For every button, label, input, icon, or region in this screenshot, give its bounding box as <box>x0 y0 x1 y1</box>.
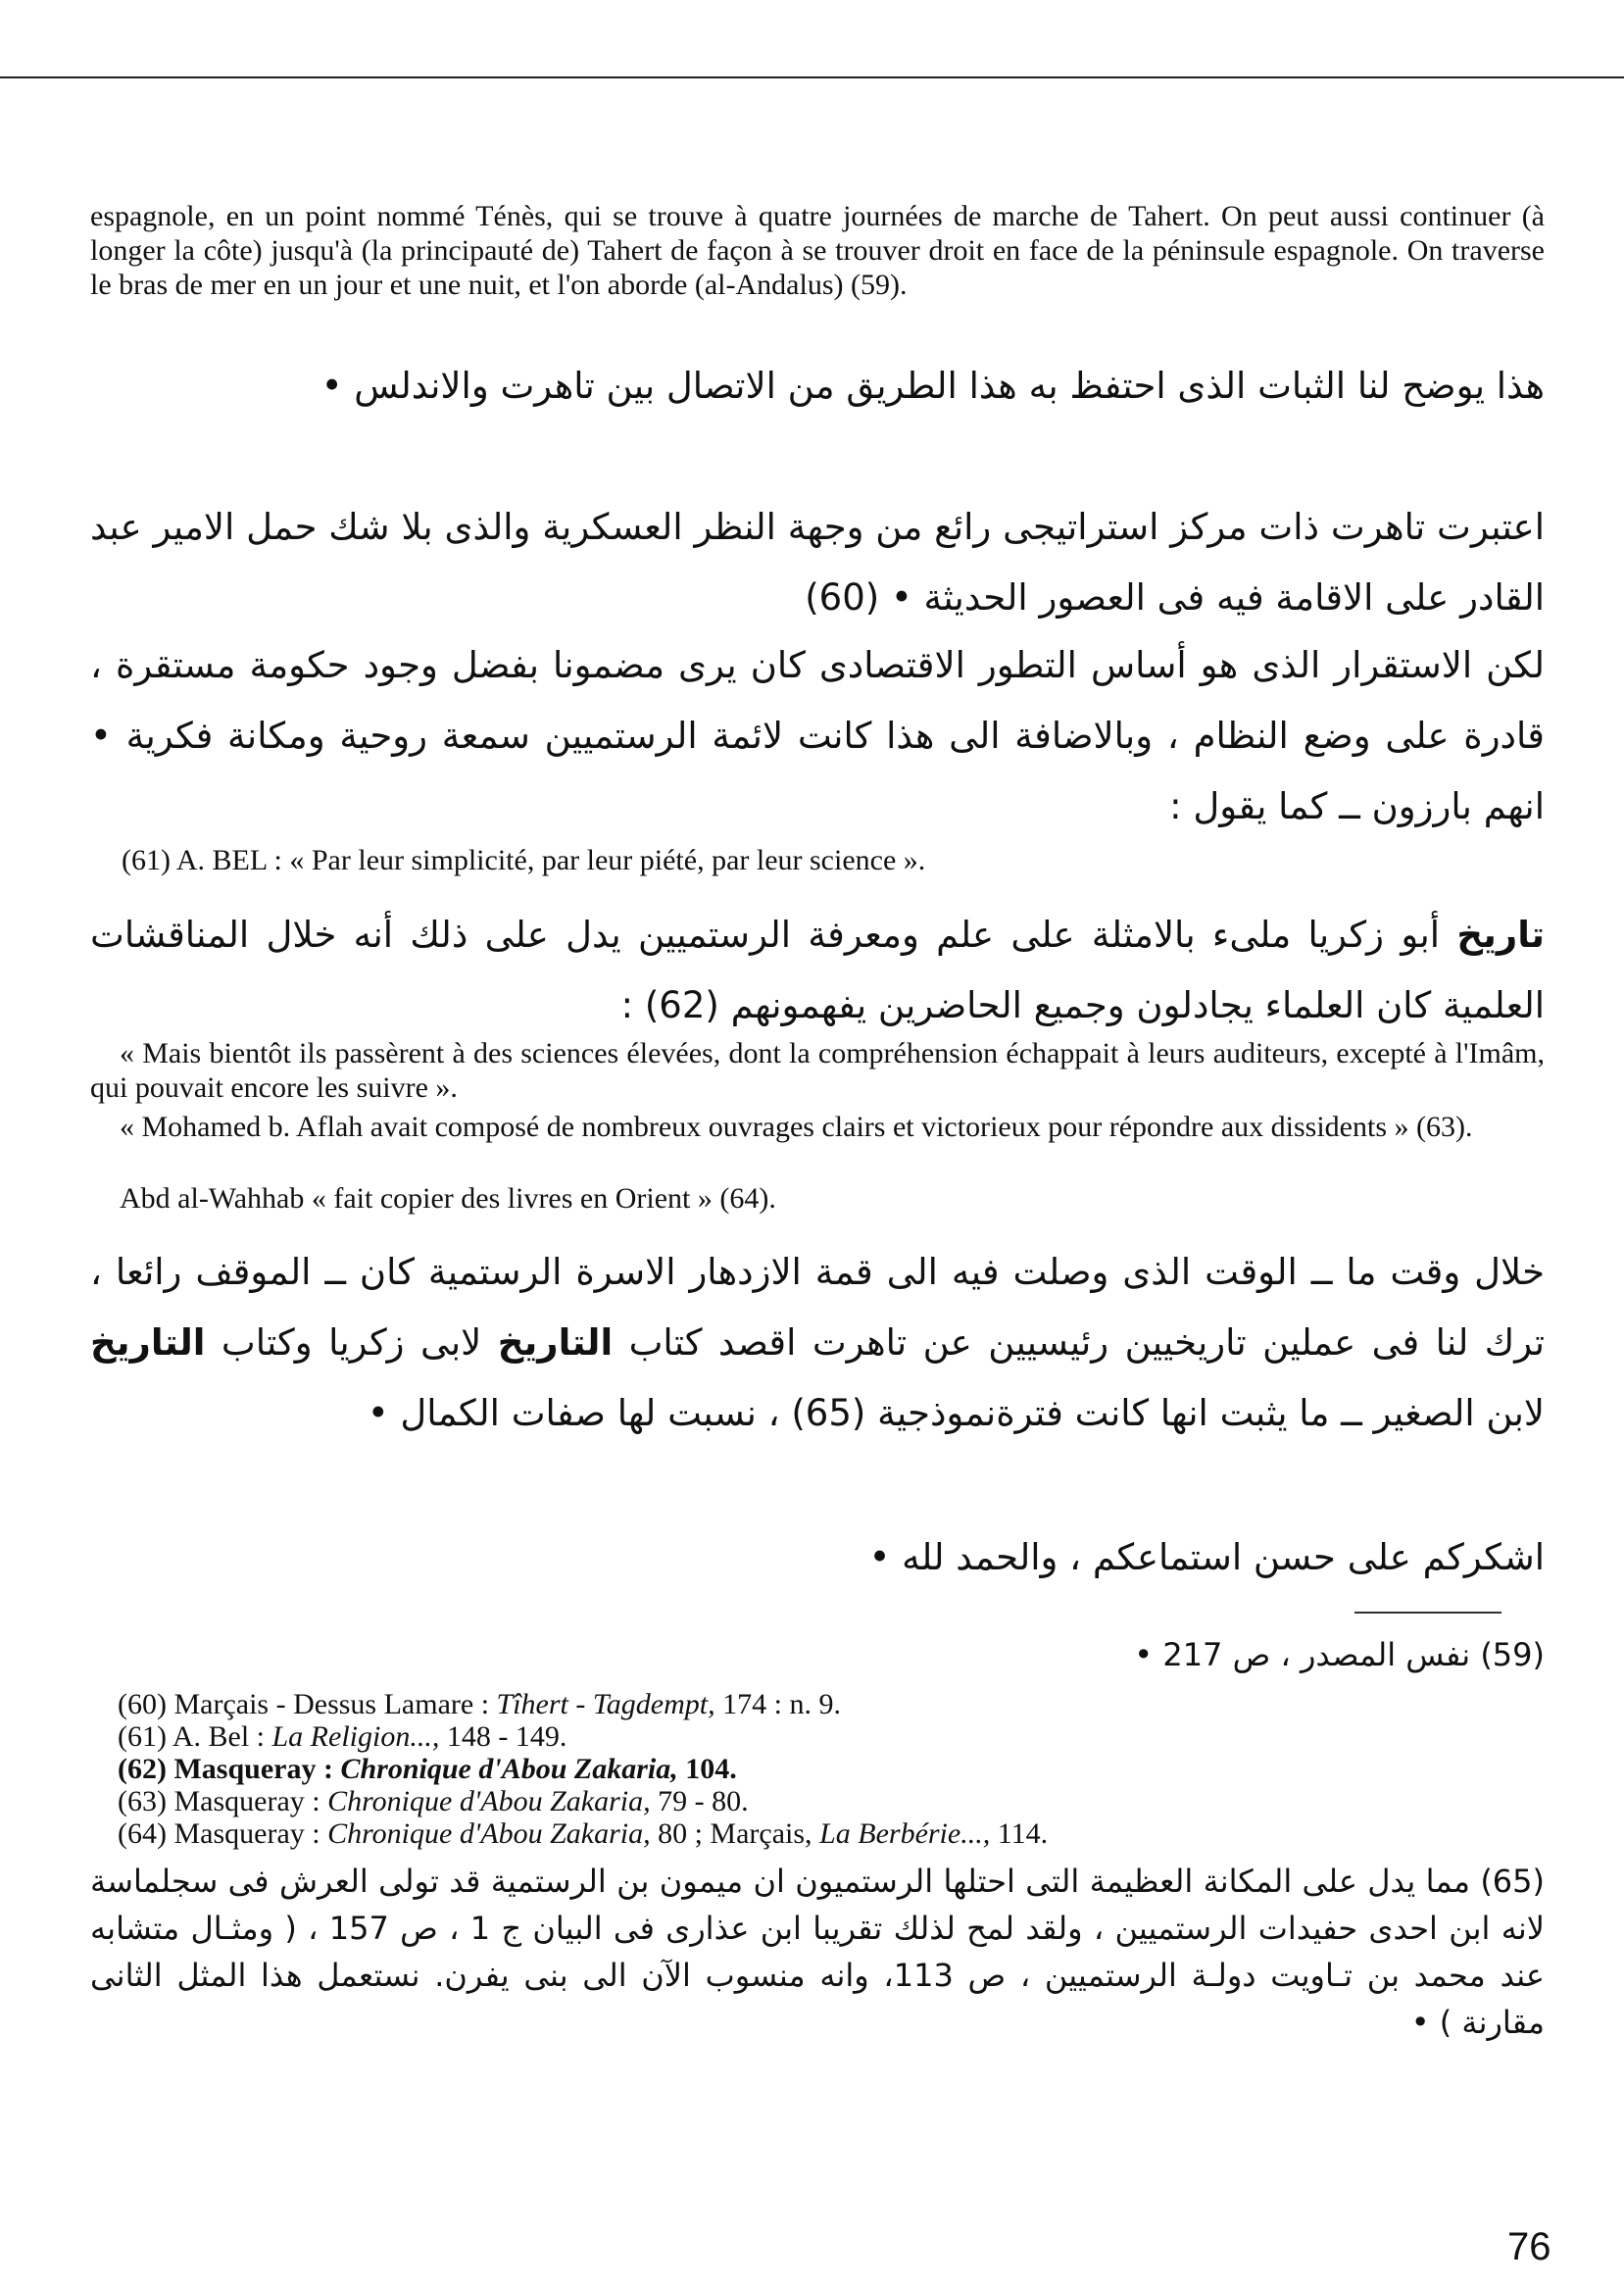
footnote-64-pages: 80 ; Marçais, <box>650 1817 820 1850</box>
footnote-65: (65) مما يدل على المكانة العظيمة التى احتلها الرستميون ان ميمون بن الرستمية قد تولى العرش فى سجلماسة لانه ابن احدى حفيدات الرستميين ، ولقد لمح لذلك تقريبا ابن عذارى فى البيان ج 1 ، ص 157 ، ( ومثـال متشابه عند محمد بن تـاويت دولـة الرستميين ، ص 113، وانه منسوب الآن الى بنى يفرن. نستعمل هذا المثل الثانى مقارنة ) • <box>90 1863 1546 2041</box>
footnote-61 <box>118 1720 1545 1753</box>
footnote-60-pages: 174 : n. 9. <box>714 1688 841 1720</box>
footnote-63-pages: 79 - 80. <box>650 1785 749 1817</box>
arabic-paragraph-3: لكن الاستقرار الذى هو أساس التطور الاقتصادى كان يرى مضمونا بفضل وجود حكومة مستقرة ، قادرة على وضع النظام ، وبالاضافة الى هذا كانت لائمة الرستميين سمعة روحية ومكانة فكرية • انهم بارزون ــ كما يقول : <box>90 644 1545 827</box>
arabic-paragraph-6: اشكركم على حسن استماعكم ، والحمد لله • <box>868 1536 1545 1578</box>
top-rule <box>0 76 1624 78</box>
footnote-62-title: Chronique d'Abou Zakaria, <box>340 1753 678 1785</box>
arabic-paragraph-5-part-d: لابن الصغير ــ ما يثبت انها كانت فترةنموذجية (65) ، نسبت لها صفات الكمال • <box>367 1392 1545 1434</box>
footnote-60-author: (60) Marçais - Dessus Lamare : <box>118 1688 497 1720</box>
arabic-paragraph-1: هذا يوضح لنا الثبات الذى احتفظ به هذا الطريق من الاتصال بين تاهرت والاندلس • <box>320 365 1545 407</box>
quote-61: (61) A. BEL : « Par leur simplicité, par leur piété, par leur science ». <box>122 844 926 876</box>
footnote-64-author: (64) Masqueray : <box>118 1817 328 1850</box>
arabic-paragraph-5-part-a: خلال وقت ما ــ الوقت الذى وصلت فيه الى قمة الازدهار الاسرة الرستمية كان ــ الموقف رائعا ، ترك لنا فى عملين تاريخيين رئيسيين عن تاهرت اقصد كتاب <box>90 1251 1545 1364</box>
arabic-paragraph-2: اعتبرت تاهرت ذات مركز استراتيجى رائع من وجهة النظر العسكرية والذى بلا شك حمل الامير عبد القادر على الاقامة فيه فى العصور الحديثة • (60) <box>90 506 1545 619</box>
footnote-59: (59) نفس المصدر ، ص 217 • <box>1134 1636 1545 1673</box>
arabic-bold-tarikh-2: التاريخ <box>90 1321 206 1364</box>
footnote-63 <box>118 1785 1545 1817</box>
footnote-61-title: La Religion..., <box>271 1720 440 1753</box>
footnote-64-title: Chronique d'Abou Zakaria, <box>327 1817 651 1850</box>
footnote-61-pages: 148 - 149. <box>439 1720 567 1753</box>
footnote-63-title: Chronique d'Abou Zakaria, <box>327 1785 651 1817</box>
footnote-60-title: Tîhert - Tagdempt, <box>496 1688 715 1720</box>
footnote-63-author: (63) Masqueray : <box>118 1785 328 1817</box>
footnote-62-author: (62) Masqueray : <box>118 1753 341 1785</box>
footnote-rule <box>1354 1612 1501 1614</box>
arabic-paragraph-5 <box>90 1237 1545 1449</box>
arabic-paragraph-4-body: أبو زكريا ملىء بالامثلة على علم ومعرفة الرستميين يدل على ذلك أنه خلال المناقشات العلمية كان العلماء يجادلون وجميع الحاضرين يفهمونهم (62) : <box>90 914 1545 1026</box>
footnote-62 <box>118 1753 1545 1785</box>
arabic-paragraph-4 <box>90 900 1545 1041</box>
french-paragraph-1: espagnole, en un point nommé Ténès, qui se trouve à quatre journées de marche de Tahert. On peut aussi continuer (à longer la côte) jusqu'à (la principauté de) Tahert de façon à se trouver droit en face de la péninsule espagnole. On traverse le bras de mer en un jour et une nuit, et l'on aborde (al-Andalus) (59). <box>90 200 1545 301</box>
arabic-paragraph-5-part-c: لابى زكريا وكتاب <box>205 1321 498 1364</box>
footnote-60 <box>118 1688 1545 1720</box>
page-number: 76 <box>1507 2225 1551 2268</box>
quote-62: « Mais bientôt ils passèrent à des sciences élevées, dont la compréhension échappait à leurs auditeurs, excepté à l'Imâm, qui pouvait encore les suivre ». <box>90 1037 1545 1104</box>
footnote-64 <box>118 1817 1545 1850</box>
footnote-64-title-2: La Berbérie..., <box>819 1817 991 1850</box>
arabic-bold-tarikh-1: التاريخ <box>497 1321 614 1364</box>
footnote-64-pages-2: 114. <box>990 1817 1049 1850</box>
arabic-paragraph-4-lead: تاريخ <box>1456 914 1545 956</box>
footnote-61-author: (61) A. Bel : <box>118 1720 272 1753</box>
footnote-62-pages: 104. <box>677 1753 737 1785</box>
quote-64: Abd al-Wahhab « fait copier des livres en Orient » (64). <box>120 1182 776 1215</box>
quote-63: « Mohamed b. Aflah avait composé de nombreux ouvrages clairs et victorieux pour répondre aux dissidents » (63). <box>120 1111 1473 1143</box>
